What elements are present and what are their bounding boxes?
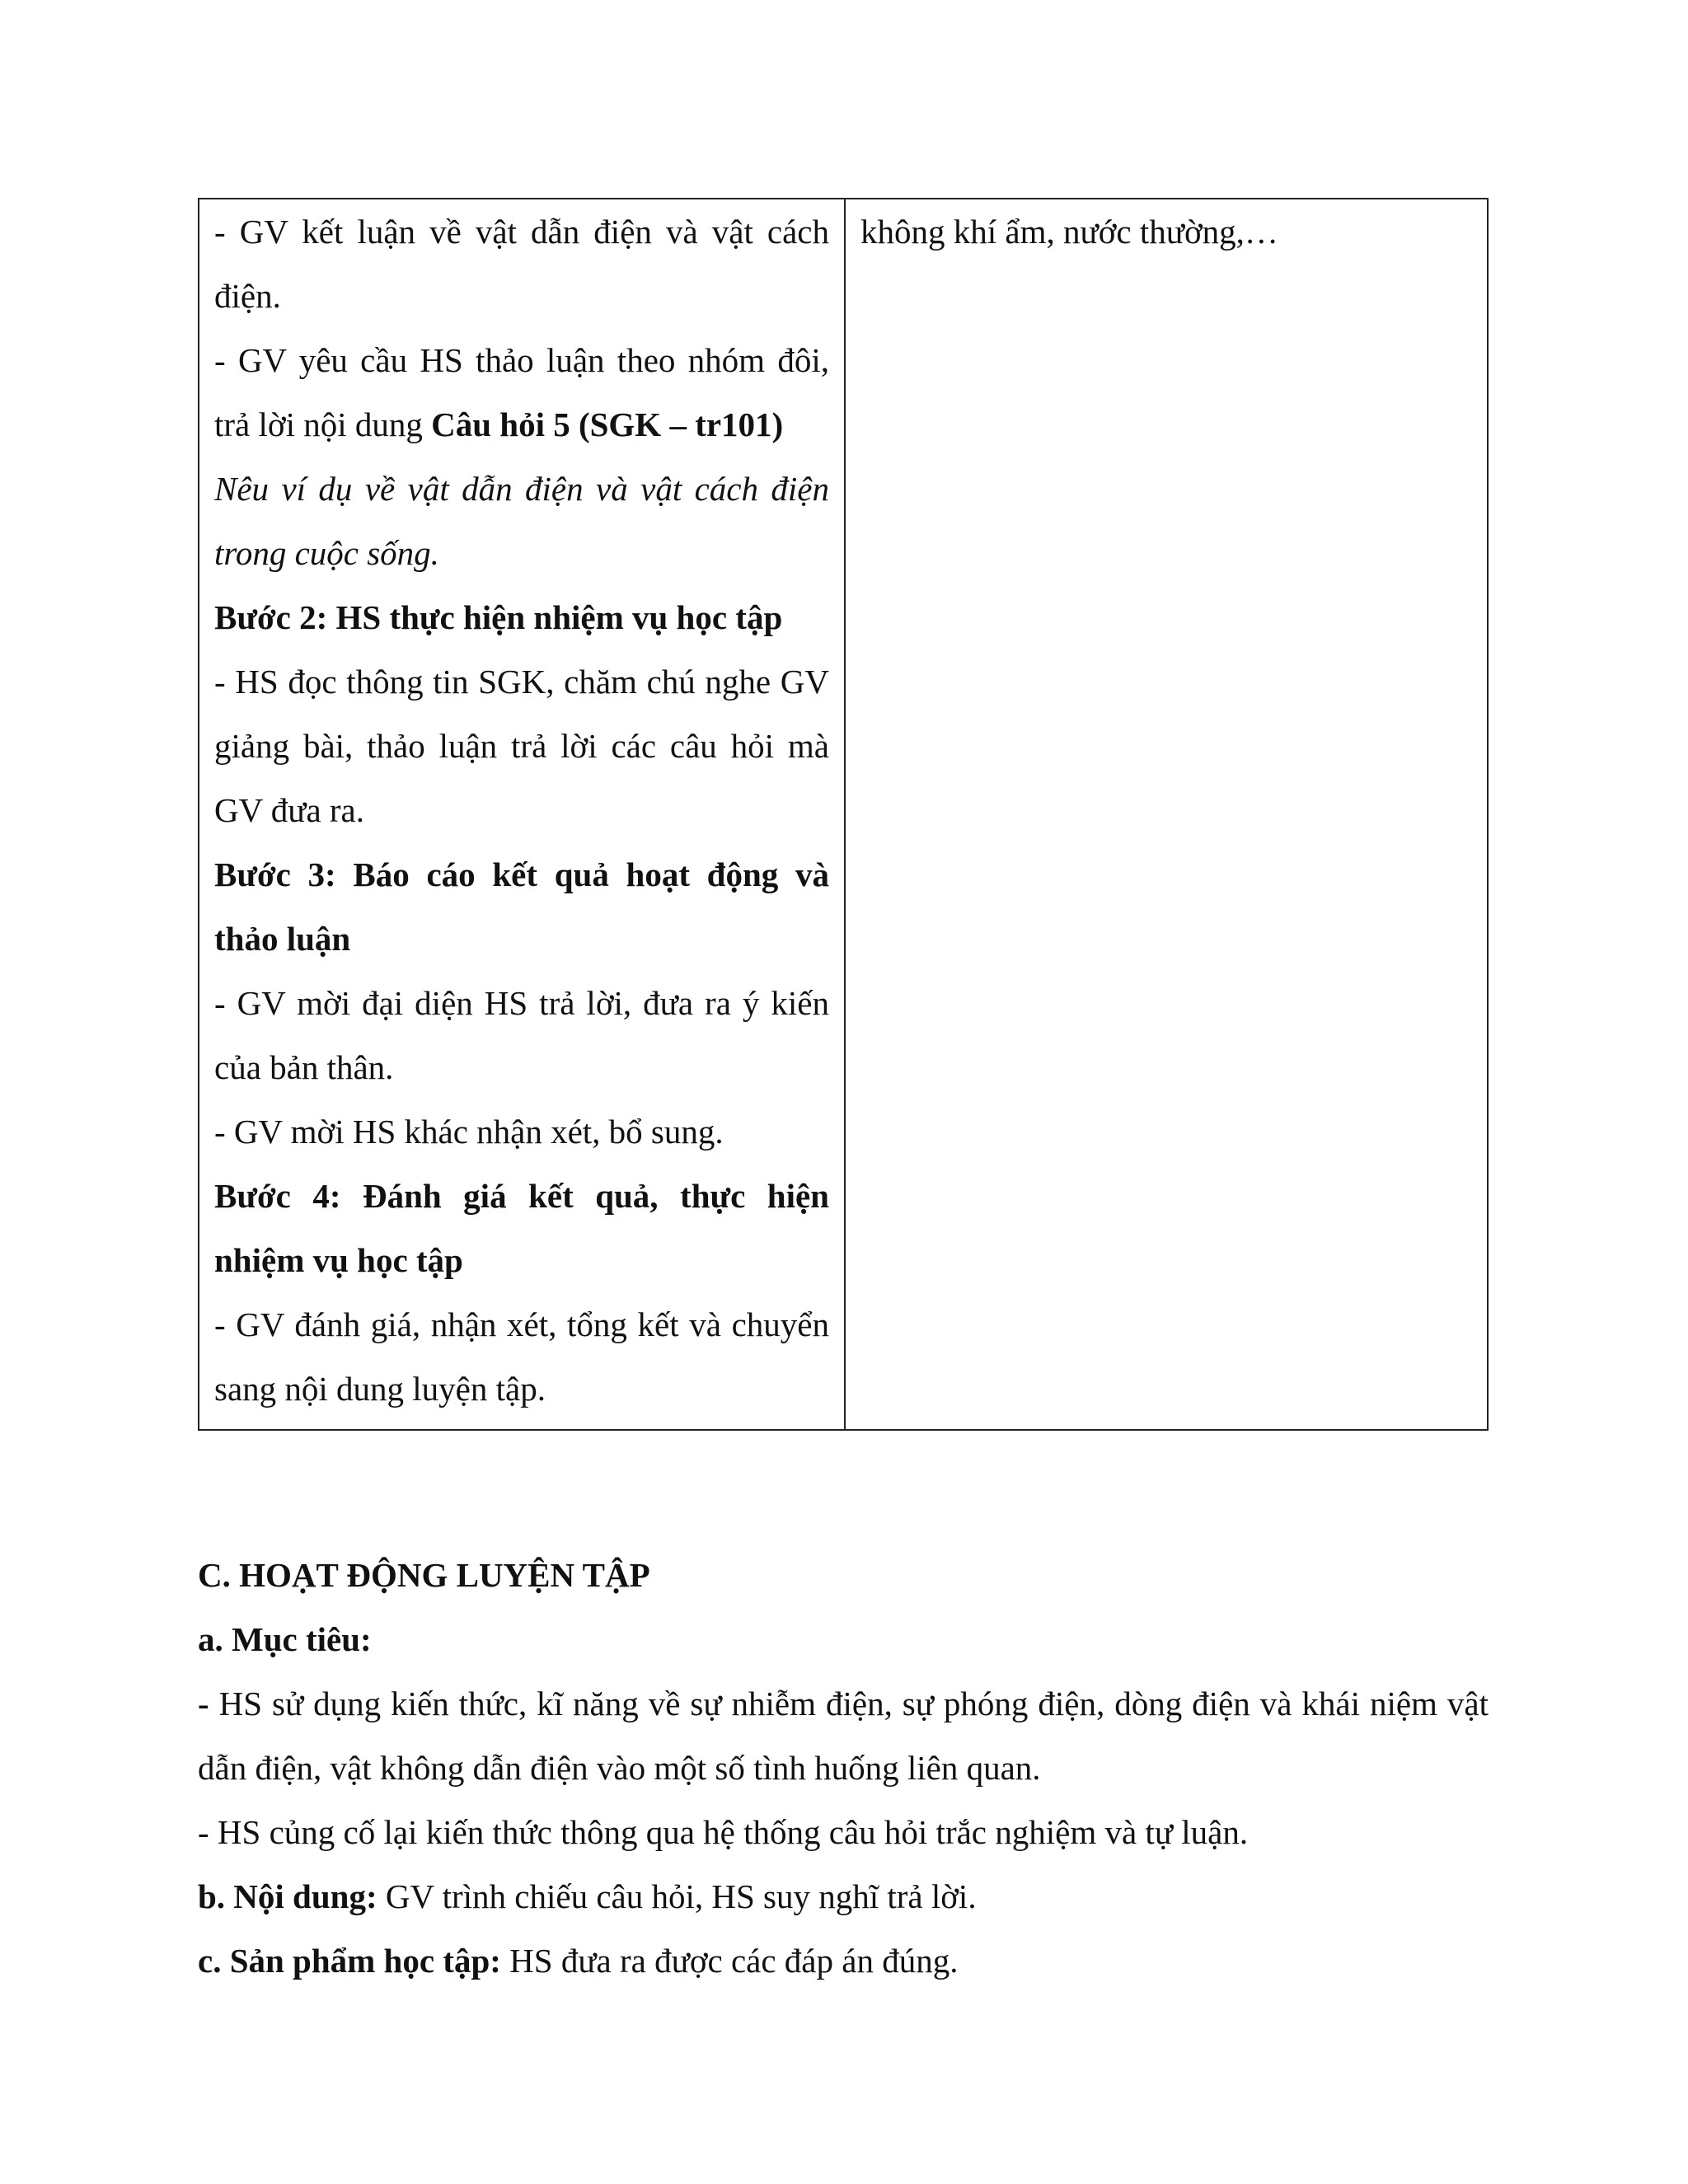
product-label: c. Sản phẩm học tập: [198, 1942, 501, 1980]
paragraph-conclusion: - GV kết luận về vật dẫn điện và vật cách điện. [214, 213, 829, 315]
paragraph-peer-comment: - GV mời HS khác nhận xét, bổ sung. [214, 1113, 724, 1151]
objective-text-1: HS sử dụng kiến thức, kĩ năng về sự nhiễm điện, sự phóng điện, dòng điện và khái niệm vật dẫn điện, vật không dẫn điện vào một số tình huống liên quan. [198, 1685, 1489, 1787]
content-line [198, 1864, 1489, 1929]
step-3-heading: Bước 3: Báo cáo kết quả hoạt động và thảo luận [214, 855, 829, 958]
question-prompt: Nêu ví dụ về vật dẫn điện và vật cách điện trong cuộc sống. [214, 470, 829, 572]
product-description: HS đưa ra được các đáp án đúng. [500, 1942, 959, 1980]
lesson-table [198, 198, 1489, 1431]
paragraph-evaluation: - GV đánh giá, nhận xét, tổng kết và chuyển sang nội dung luyện tập. [214, 1305, 829, 1408]
paragraph-discussion [214, 328, 829, 457]
objective-dash: - [198, 1685, 209, 1722]
objective-item-2: - HS củng cố lại kiến thức thông qua hệ thống câu hỏi trắc nghiệm và tự luận. [198, 1813, 1249, 1851]
step-2-heading: Bước 2: HS thực hiện nhiệm vụ học tập [214, 598, 783, 636]
table-row [199, 199, 1488, 1430]
objective-label: a. Mục tiêu: [198, 1620, 372, 1658]
section-heading: C. HOẠT ĐỘNG LUYỆN TẬP [198, 1556, 650, 1594]
product-line [198, 1929, 1489, 1993]
practice-section [198, 1543, 1489, 1993]
content-text: GV trình chiếu câu hỏi, HS suy nghĩ trả lời. [377, 1877, 977, 1915]
paragraph-representative-answer: - GV mời đại diện HS trả lời, đưa ra ý kiến của bản thân. [214, 984, 829, 1086]
objective-item-1 [198, 1671, 1489, 1800]
product-text: không khí ẩm, nước thường,… [860, 213, 1278, 251]
content-label: b. Nội dung: [198, 1877, 377, 1915]
step-4-heading: Bước 4: Đánh giá kết quả, thực hiện nhiệm vụ học tập [214, 1177, 829, 1279]
discussion-text: - GV yêu cầu HS thảo luận theo nhóm đôi, trả lời nội dung [214, 341, 829, 443]
question-reference: Câu hỏi 5 (SGK – tr101) [431, 405, 784, 443]
paragraph-students-read: - HS đọc thông tin SGK, chăm chú nghe GV giảng bài, thảo luận trả lời các câu hỏi mà GV đưa ra. [214, 663, 829, 829]
student-product-cell [845, 199, 1488, 1430]
teacher-activity-cell [199, 199, 845, 1430]
